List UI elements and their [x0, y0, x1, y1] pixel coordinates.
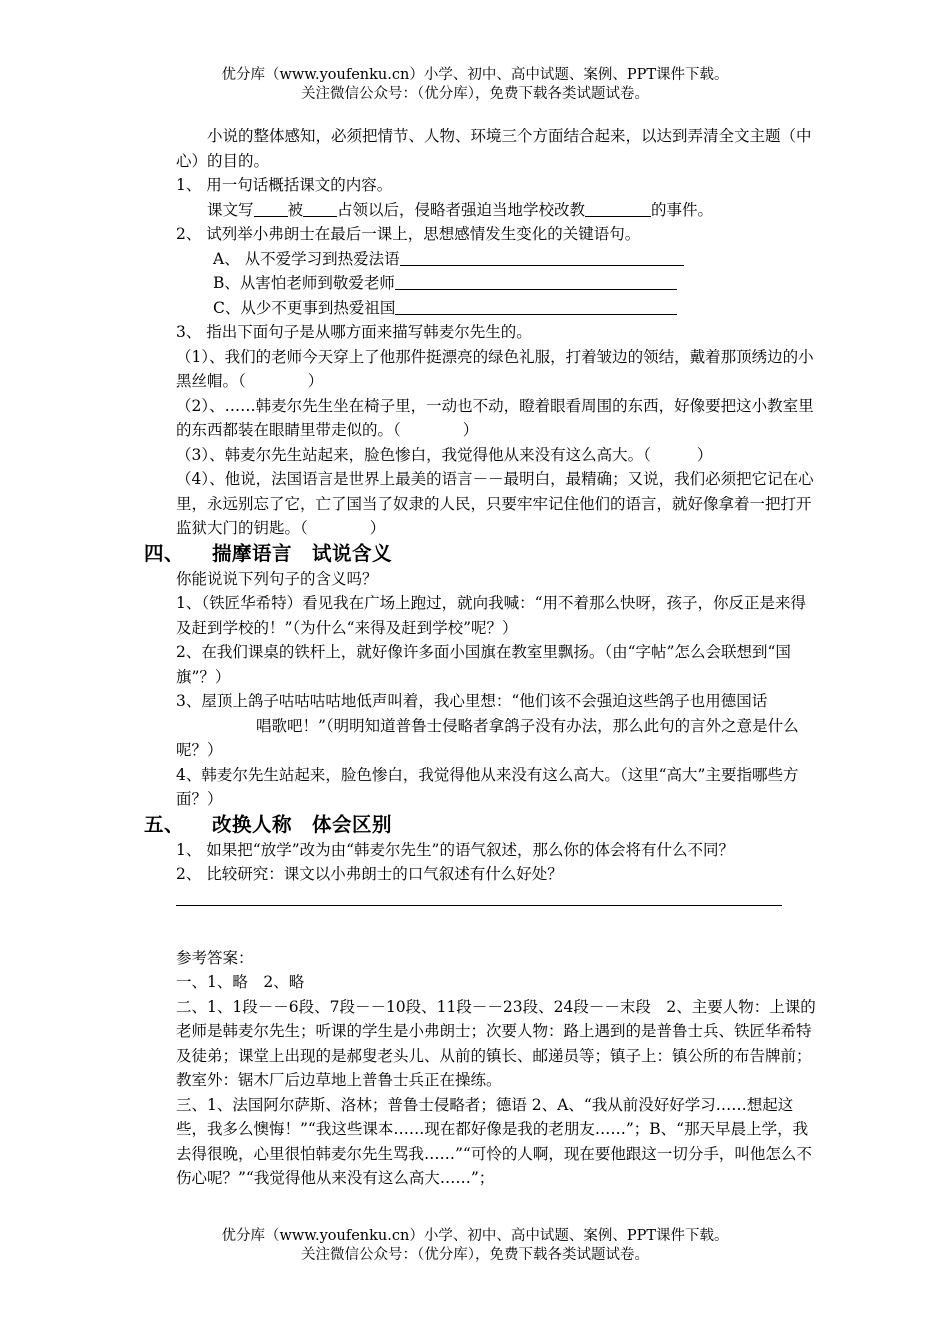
- page-footer: [0, 1227, 950, 1265]
- header-line-1: 优分库（www.youfenku.cn）小学、初中、高中试题、案例、PPT课件下载。: [221, 67, 729, 83]
- answer-line[interactable]: [176, 905, 782, 906]
- answer-3: 三、1、法国阿尔萨斯、洛林；普鲁士侵略者；德语 2、A、“我从前没好好学习……想起这些，我多么懊悔！”“我这些课本……现在都好像是我的老朋友……”；B、“那天早晨上学，我去得很晚，心里很怕韩麦尔先生骂我……”“可怜的人啊，现在要他跟这一切分手，叫他怎么不伤心呢？”“我觉得他从来没有这么高大……”；: [176, 1095, 812, 1187]
- section-4-item-1: 1、（铁匠华希特）看见我在广场上跑过，就向我喊：“用不着那么快呀，孩子，你反正是来得及赶到学校的！”（为什么“来得及赶到学校”呢？）: [176, 594, 807, 637]
- question-2-item-b: [176, 271, 816, 296]
- question-3-sentence-2: [176, 394, 816, 443]
- section-number: 四、: [144, 541, 185, 565]
- item-label: B、从害怕老师到敬爱老师: [213, 274, 395, 292]
- answer-blank[interactable]: [400, 249, 684, 266]
- footer-line-1: 优分库（www.youfenku.cn）小学、初中、高中试题、案例、PPT课件下载。: [221, 1228, 729, 1244]
- item-text-b: 唱歌吧！”（明明知道普鲁士侵略者拿鸽子没有办法，那么此句的言外之意是什么呢？）: [176, 716, 799, 759]
- question-3-sentence-3: [176, 443, 816, 468]
- answer-blank[interactable]: [395, 273, 677, 290]
- answer-blank[interactable]: [254, 200, 288, 217]
- section-4-heading: [144, 541, 816, 567]
- question-3-title: 3、 指出下面句子是从哪方面来描写韩麦尔先生的。: [176, 323, 532, 341]
- question-3-sentence-1: [176, 345, 816, 394]
- item-label: C、从少不更事到热爱祖国: [213, 298, 396, 317]
- question-1-title: 1、 用一句话概括课文的内容。: [176, 176, 393, 194]
- answer-blank[interactable]: [395, 298, 677, 315]
- question-3-sentence-4: [176, 467, 816, 541]
- section-5-item-1: 1、 如果把“放学”改为由“韩麦尔先生”的语气叙述，那么你的体会将有什么不同？: [176, 840, 734, 859]
- section-number: 五、: [144, 812, 185, 836]
- header-line-2: 关注微信公众号：（优分库），免费下载各类试题试卷。: [301, 86, 649, 102]
- paren-close: ）: [307, 372, 324, 390]
- intro-paragraph: 小说的整体感知，必须把情节、人物、环境三个方面结合起来，以达到弄清全文主题（中心）的目的。: [176, 127, 812, 170]
- fill-text-a: 课文写: [207, 200, 254, 219]
- sentence-text: （3）、韩麦尔先生站起来，脸色惨白，我觉得他从来没有这么高大。（: [176, 445, 651, 464]
- answer-2: 二、1、1段－－6段、7段－－10段、11段－－23段、24段－－末段 2、主要人物：上课的老师是韩麦尔先生；听课的学生是小弗朗士；次要人物：路上遇到的是普鲁士兵、铁匠华希特及徒弟；课堂上出现的是郝叟老头儿、从前的镇长、邮递员等；镇子上：镇公所的布告牌前；教室外：锯木厂后边草地上普鲁士兵正在操练。: [176, 997, 816, 1089]
- page-header: [0, 66, 950, 104]
- document-body: [144, 124, 816, 1191]
- fill-text-b: 被: [287, 200, 304, 219]
- section-title-a: 改换人称: [212, 812, 293, 836]
- paren-close: ）: [369, 519, 386, 537]
- item-text-a: 3、屋顶上鸽子咕咕咕咕地低声叫着，我心里想：“他们该不会强迫这些鸽子也用德国话: [176, 692, 768, 710]
- sentence-text: （4）、他说，法国语言是世界上最美的语言－－最明白，最精确；又说，我们必须把它记在心里，永远别忘了它，亡了国当了奴隶的人民，只要牢牢记住他们的语言，就好像拿着一把打开监狱大门的钥匙。（: [176, 470, 814, 537]
- section-4-item-4: 4、韩麦尔先生站起来，脸色惨白，我觉得他从来没有这么高大。（这里“高大”主要指哪些方面？）: [176, 765, 799, 808]
- item-label: A、 从不爱学习到热爱法语: [213, 249, 400, 268]
- sentence-text: （2）、……韩麦尔先生坐在椅子里，一动也不动，瞪着眼看周围的东西，好像要把这小教室里的东西都装在眼睛里带走似的。（: [176, 396, 814, 439]
- section-title-b: 体会区别: [312, 812, 393, 836]
- fill-text-c: 占领以后，侵略者强迫当地学校改教: [337, 200, 586, 219]
- answers-label: 参考答案：: [176, 948, 254, 967]
- section-4-item-2: 2、在我们课桌的铁杆上，就好像许多面小国旗在教室里飘扬。（由“字帖”怎么会联想到“国旗”？）: [176, 643, 791, 686]
- section-5-item-2: 2、 比较研究：课文以小弗朗士的口气叙述有什么好处？: [176, 865, 563, 883]
- paren-close: ）: [462, 421, 479, 439]
- section-title-a: 揣摩语言: [212, 541, 293, 565]
- section-5-heading: [144, 812, 816, 838]
- section-title-b: 试说含义: [312, 541, 393, 565]
- question-2-title: 2、 试列举小弗朗士在最后一课上，思想感情发生变化的关键语句。: [176, 225, 641, 243]
- question-1-fill: [176, 198, 816, 223]
- section-4-item-3: [176, 689, 816, 763]
- answer-1: 一、1、略 2、略: [176, 973, 305, 991]
- answer-blank[interactable]: [303, 200, 337, 217]
- answer-blank[interactable]: [585, 200, 651, 217]
- sentence-text: （1）、我们的老师今天穿上了他那件挺漂亮的绿色礼服，打着皱边的领结，戴着那顶绣边的小黑丝帽。（: [176, 347, 814, 390]
- footer-line-2: 关注微信公众号：（优分库），免费下载各类试题试卷。: [301, 1247, 649, 1263]
- paren-close: ）: [696, 445, 713, 464]
- fill-text-d: 的事件。: [651, 200, 714, 219]
- question-2-item-a: [176, 247, 816, 272]
- question-2-item-c: [176, 296, 816, 321]
- section-4-lead: 你能说说下列句子的含义吗？: [176, 569, 378, 588]
